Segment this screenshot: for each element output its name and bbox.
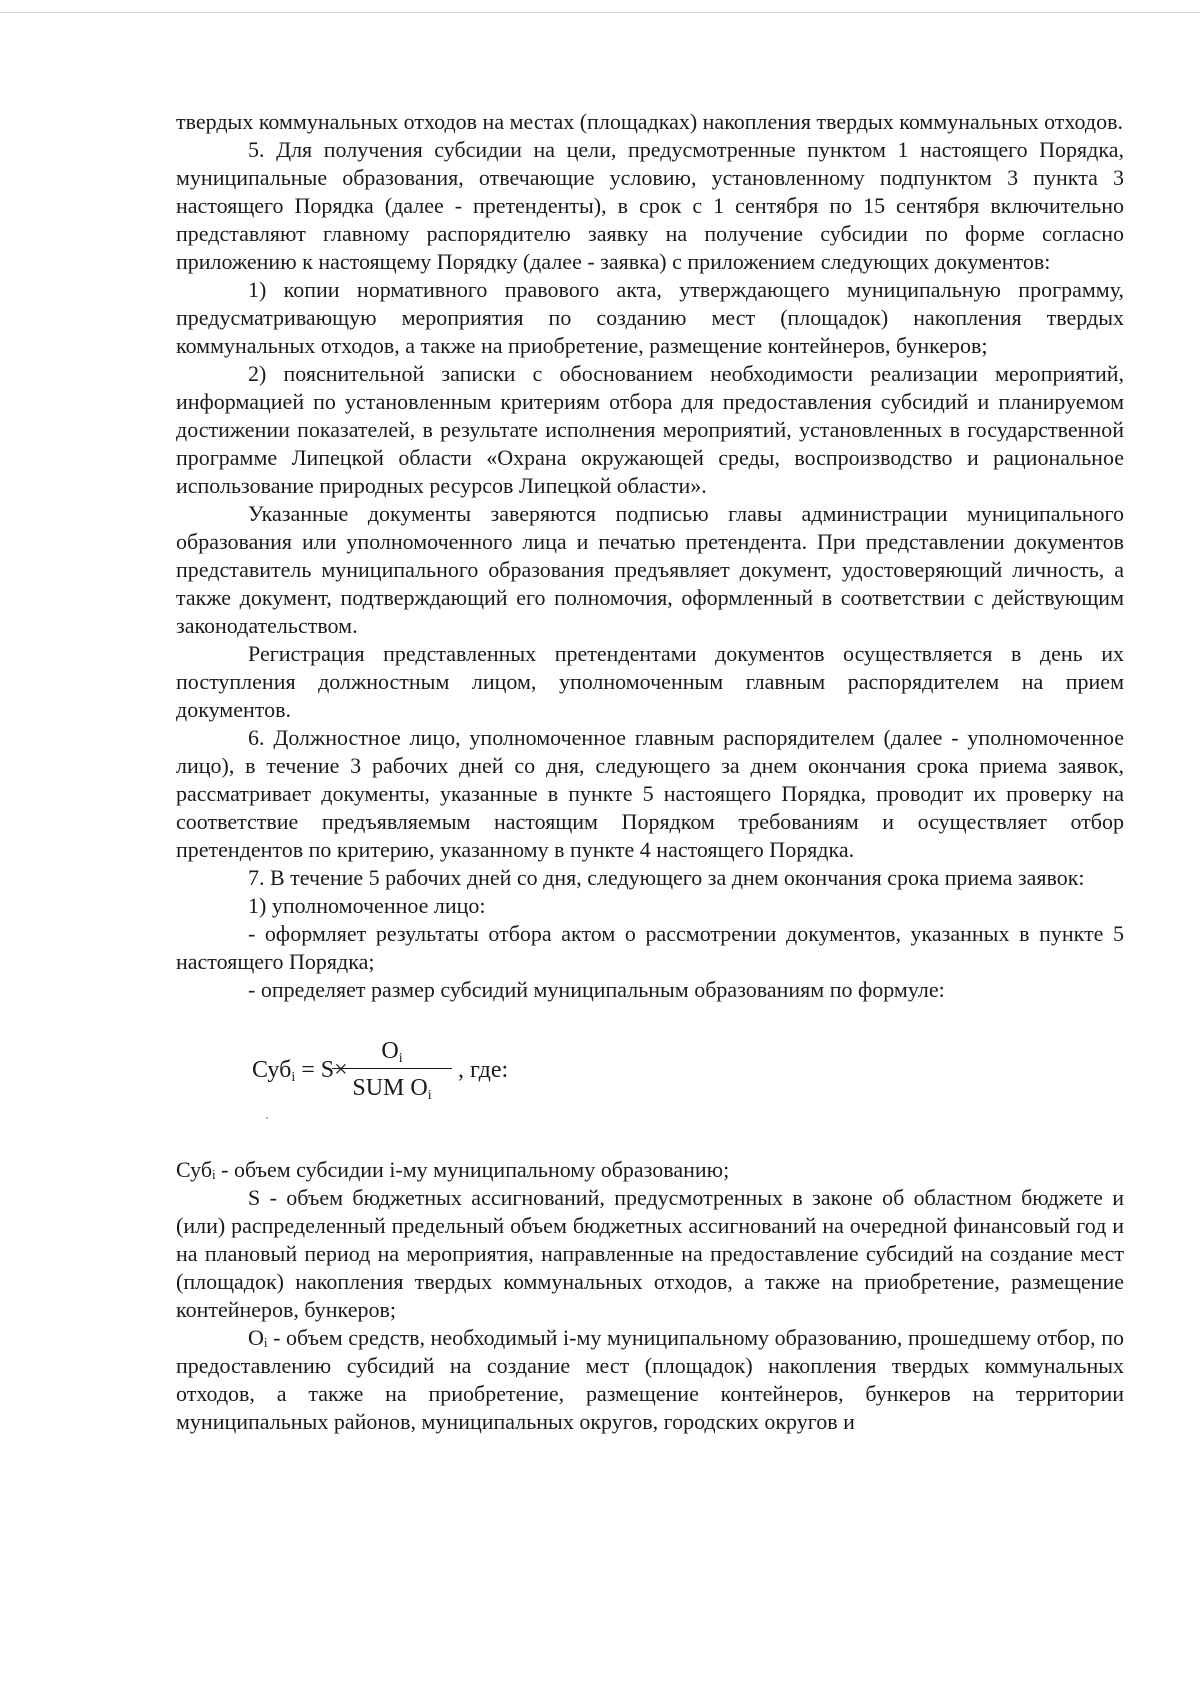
formula-denominator	[332, 1073, 452, 1103]
paragraph-def-o: Оᵢ - объем средств, необходимый i-му муниципальному образованию, прошедшему отбор, по предоставлению субсидий на создание мест (площадок) накопления твердых коммунальных отходов, а также на приобретение, размещение контейнеров, бункеров на территории муниципальных районов, муниципальных округов, городских округов и	[176, 1325, 1124, 1434]
paragraph-subitem-1: 1) копии нормативного правового акта, утверждающего муниципальную программу, предусматривающую мероприятия по созданию мест (площадок) накопления твердых коммунальных отходов, а также на приобретение, размещение контейнеров, бункеров;	[176, 277, 1124, 358]
paragraphs-after-formula	[176, 1156, 1124, 1436]
paragraph-bullet-act: - оформляет результаты отбора актом о рассмотрении документов, указанных в пункте 5 настоящего Порядка;	[176, 921, 1124, 974]
paragraph-continuation: твердых коммунальных отходов на местах (площадках) накопления твердых коммунальных отходов.	[176, 109, 1123, 134]
paragraph-subitem-2: 2) пояснительной записки с обоснованием необходимости реализации мероприятий, информацией по установленным критериям отбора для предоставления субсидий и планируемом достижении показателей, в результате исполнения мероприятий, установленных в государственной программе Липецкой области «Охрана окружающей среды, воспроизводство и рациональное использование природных ресурсов Липецкой области».	[176, 361, 1124, 498]
formula-lhs-text: Суб	[252, 1057, 292, 1083]
paragraph-item-6: 6. Должностное лицо, уполномоченное главным распорядителем (далее - уполномоченное лицо), в течение 3 рабочих дней со дня, следующего за днем окончания срока приема заявок, рассматривает документы, указанные в пункте 5 настоящего Порядка, проводит их проверку на соответствие предъявляемым настоящим Порядком требованиям и осуществляет отбор претендентов по критерию, указанному в пункте 4 настоящего Порядка.	[176, 725, 1124, 862]
paragraph-def-s: S - объем бюджетных ассигнований, предусмотренных в законе об областном бюджете и (или) распределенный предельный объем бюджетных ассигнований на очередной финансовый год и на плановый период на мероприятия, направленные на предоставление субсидий на создание мест (площадок) накопления твердых коммунальных отходов, а также на приобретение, размещение контейнеров, бункеров;	[176, 1185, 1124, 1322]
formula-fraction-bar	[332, 1068, 452, 1069]
formula-lhs-subscript: i	[291, 1070, 296, 1085]
document-page	[176, 108, 1124, 1436]
formula-numerator	[332, 1036, 452, 1066]
subsidy-formula	[176, 1022, 1124, 1134]
formula-numerator-text: O	[381, 1038, 399, 1064]
paragraph-item-5: 5. Для получения субсидии на цели, предусмотренные пунктом 1 настоящего Порядка, муниципальные образования, отвечающие условию, установленному подпунктом 3 пункта 3 настоящего Порядка (далее - претенденты), в срок с 1 сентября по 15 сентября включительно представляют главному распорядителю заявку на получение субсидии по форме согласно приложению к настоящему Порядку (далее - заявка) с приложением следующих документов:	[176, 137, 1124, 274]
formula-tail: , где:	[458, 1057, 509, 1083]
paragraph-bullet-formula-intro: - определяет размер субсидий муниципальным образованиям по формуле:	[248, 977, 945, 1002]
formula-numerator-subscript: i	[398, 1051, 403, 1066]
paragraph-certification: Указанные документы заверяются подписью главы администрации муниципального образования или уполномоченного лица и печатью претендента. При представлении документов представитель муниципального образования предъявляет документ, удостоверяющий личность, а также документ, подтверждающий его полномочия, оформленный в соответствии с действующим законодательством.	[176, 501, 1124, 638]
paragraphs-before-formula	[176, 108, 1124, 1004]
paragraph-item-7: 7. В течение 5 рабочих дней со дня, следующего за днем окончания срока приема заявок:	[248, 865, 1085, 890]
scan-speck	[266, 1117, 268, 1119]
paragraph-registration: Регистрация представленных претендентами документов осуществляется в день их поступления должностным лицом, уполномоченным главным распорядителем на прием документов.	[176, 641, 1124, 722]
formula-fraction	[332, 1036, 452, 1103]
paragraph-def-sub: Субᵢ - объем субсидии i-му муниципальному образованию;	[176, 1157, 730, 1182]
formula-denominator-subscript: i	[427, 1088, 432, 1103]
formula-denominator-text: SUM O	[352, 1075, 428, 1101]
formula-equals-s: = S×	[295, 1057, 348, 1083]
paragraph-item-7-sub-1: 1) уполномоченное лицо:	[248, 893, 486, 918]
scan-edge-line	[0, 12, 1200, 13]
